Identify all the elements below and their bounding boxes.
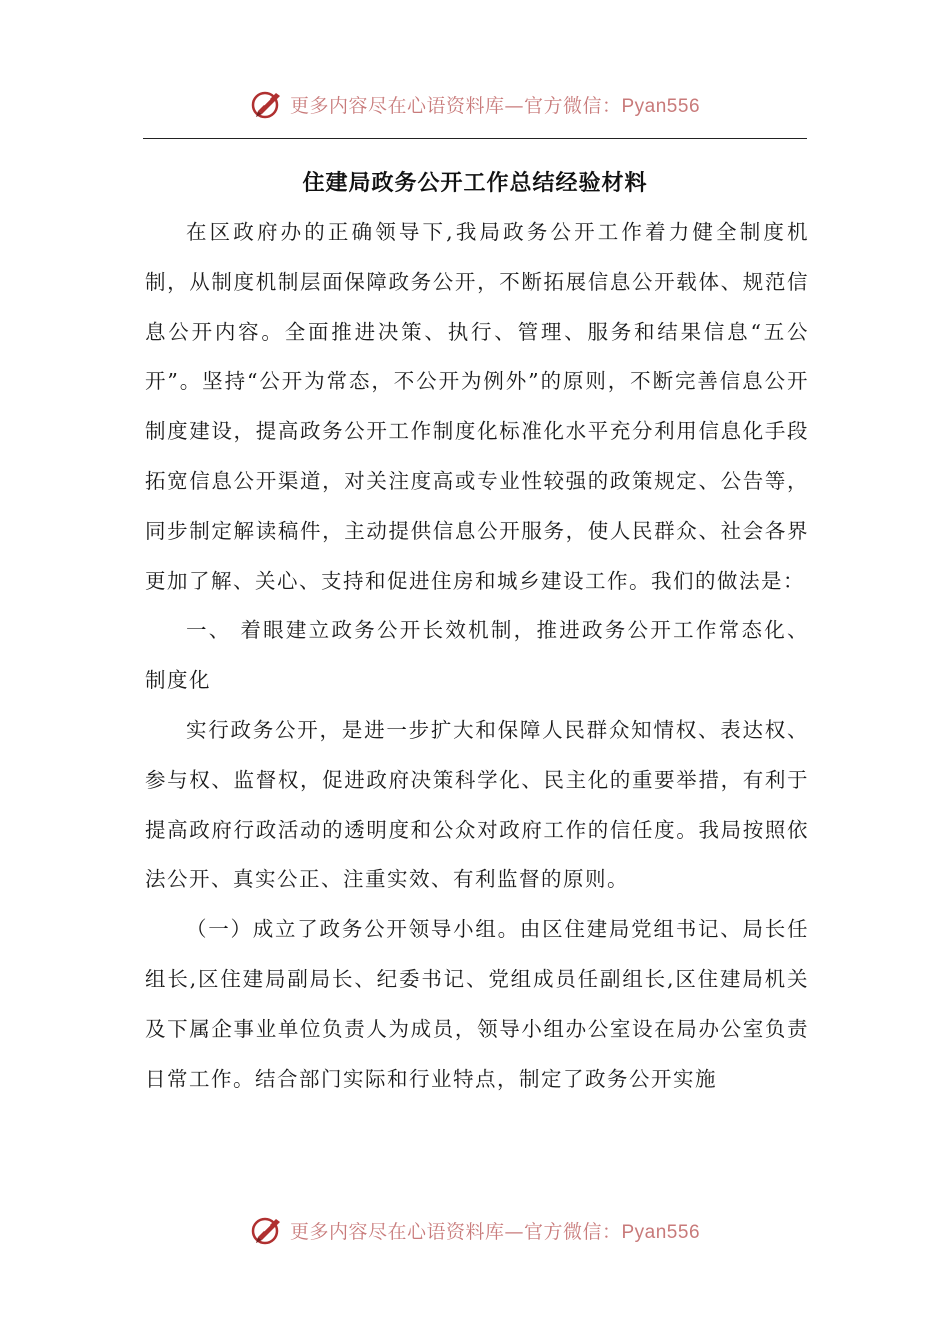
paragraph-section-1: 实行政务公开，是进一步扩大和保障人民群众知情权、表达权、参与权、监督权，促进政府决策科学化、民主化的重要举措，有利于提高政府行政活动的透明度和公众对政府工作的信任度。我局按照依法公开、真实公正、注重实效、有利监督的原则。 xyxy=(145,717,809,892)
section-heading-1: 一、 着眼建立政务公开长效机制，推进政务公开工作常态化、制度化 xyxy=(145,618,809,693)
header-divider xyxy=(143,138,807,139)
header-banner-id: Pyan556 xyxy=(621,95,701,117)
document-body xyxy=(145,208,809,1104)
paragraph-subsection-1: （一）成立了政务公开领导小组。由区住建局党组书记、局长任组长,区住建局副局长、纪委书记、党组成员任副组长,区住建局机关及下属企事业单位负责人为成员，领导小组办公室设在局办公室负责日常工作。结合部门实际和行业特点，制定了政务公开实施 xyxy=(145,917,809,1091)
header-banner-text: 更多内容尽在心语资料库—官方微信：Pyan556 xyxy=(289,94,701,117)
paragraph-intro: 在区政府办的正确领导下,我局政务公开工作着力健全制度机制，从制度机制层面保障政务公开，不断拓展信息公开载体、规范信息公开内容。全面推进决策、执行、管理、服务和结果信息“五公开”。坚持“公开为常态，不公开为例外”的原则，不断完善信息公开制度建设，提高政务公开工作制度化标准化水平充分利用信息化手段拓宽信息公开渠道，对关注度高或专业性较强的政策规定、公告等，同步制定解读稿件，主动提供信息公开服务，使人民群众、社会各界更加了解、关心、支持和促进住房和城乡建设工作。我们的做法是： xyxy=(145,220,809,593)
document-title: 住建局政务公开工作总结经验材料 xyxy=(302,171,648,196)
footer-banner-text: 更多内容尽在心语资料库—官方微信：Pyan556 xyxy=(289,1220,701,1243)
pen-circle-logo-icon xyxy=(250,87,284,121)
footer-banner-id: Pyan556 xyxy=(621,1221,701,1243)
header-banner xyxy=(0,84,950,124)
pen-circle-logo-icon xyxy=(250,1213,284,1247)
footer-banner xyxy=(0,1210,950,1250)
